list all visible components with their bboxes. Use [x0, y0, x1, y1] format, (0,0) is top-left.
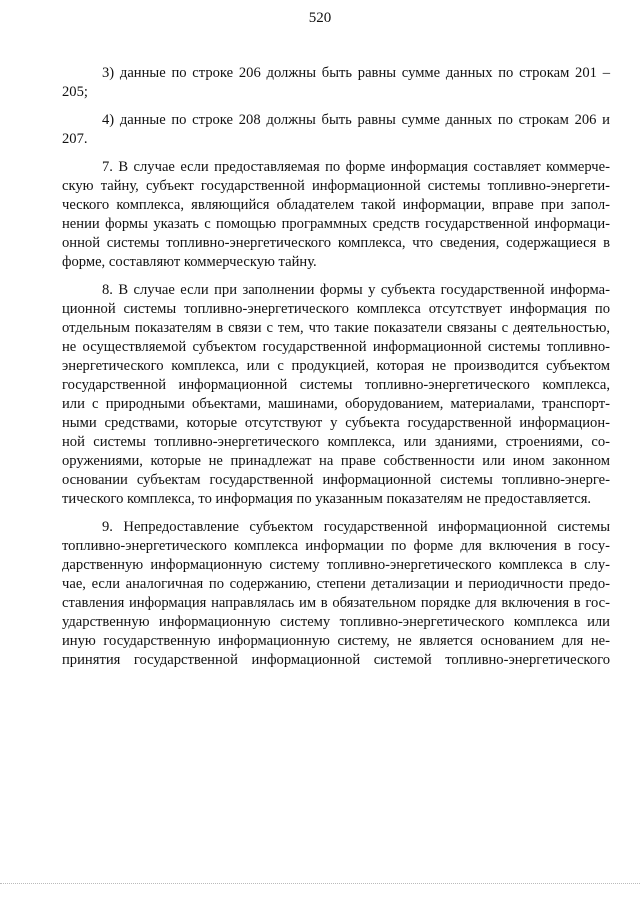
text-line: государственной информационной системы топливно-энергетического комплекса,: [62, 377, 610, 393]
text-line: чае, если аналогичная по содержанию, степени детализации и периодичности предо-: [62, 576, 610, 592]
document-body: [62, 64, 610, 679]
text-line: отдельным показателям в связи с тем, что такие показатели связаны с деятельностью,: [62, 320, 610, 336]
text-line: 9. Непредоставление субъектом государственной информационной системы: [102, 519, 610, 535]
text-line: скую тайну, субъект государственной информационной системы топливно-энергети-: [62, 178, 610, 194]
text-line: 8. В случае если при заполнении формы у субъекта государственной информа-: [102, 282, 610, 298]
text-line: ческого комплекса, являющийся обладателем такой информации, вправе при запол-: [62, 197, 610, 213]
text-line: или с природными объектами, машинами, оборудованием, материалами, транспорт-: [62, 396, 610, 412]
text-line: 205;: [62, 84, 88, 100]
text-line: оружениями, которые не принадлежат на праве собственности или ином законном: [62, 453, 610, 469]
text-line: нении формы указать с помощью программных средств государственной информаци-: [62, 216, 610, 232]
text-line: ной системы топливно-энергетического комплекса, или зданиями, строениями, со-: [62, 434, 610, 450]
text-line: 3) данные по строке 206 должны быть равны сумме данных по строкам 201 –: [102, 65, 610, 81]
text-line: энергетического комплекса, или с продукцией, которая не производится субъектом: [62, 358, 610, 374]
text-line: не осуществляемой субъектом государственной информационной системы топливно-: [62, 339, 610, 355]
text-line: 7. В случае если предоставляемая по форме информация составляет коммерче-: [102, 159, 610, 175]
paragraph-item-3: [62, 64, 610, 102]
text-line: ционной системы топливно-энергетического комплекса отсутствует информация по: [62, 301, 610, 317]
page-number: 520: [308, 10, 332, 26]
text-line: основании субъектам государственной информационной системы топливно-энерге-: [62, 472, 610, 488]
scan-edge-divider: [0, 883, 640, 885]
text-line: топливно-энергетического комплекса информации по форме для включения в госу-: [62, 538, 610, 554]
paragraph-9: [62, 518, 610, 670]
text-line: тического комплекса, то информация по указанным показателям не предоставляется.: [62, 491, 592, 507]
text-line: дарственную информационную систему топливно-энергетического комплекса в слу-: [62, 557, 610, 573]
text-line: ставления информация направлялась им в обязательном порядке для включения в гос-: [62, 595, 610, 611]
text-line: 4) данные по строке 208 должны быть равны сумме данных по строкам 206 и: [102, 112, 610, 128]
text-line: ударственную информационную систему топливно-энергетического комплекса или: [62, 614, 610, 630]
paragraph-8: [62, 281, 610, 509]
text-line: форме, составляют коммерческую тайну.: [62, 254, 317, 270]
text-line: 207.: [62, 131, 88, 147]
paragraph-item-4: [62, 111, 610, 149]
paragraph-7: [62, 158, 610, 272]
text-line: принятия государственной информационной системой топливно-энергетического: [62, 652, 610, 668]
text-line: ными средствами, которые отсутствуют у субъекта государственной информацион-: [62, 415, 610, 431]
text-line: онной системы топливно-энергетического комплекса, что сведения, содержащиеся в: [62, 235, 610, 251]
text-line: иную государственную информационную систему, не является основанием для не-: [62, 633, 610, 649]
